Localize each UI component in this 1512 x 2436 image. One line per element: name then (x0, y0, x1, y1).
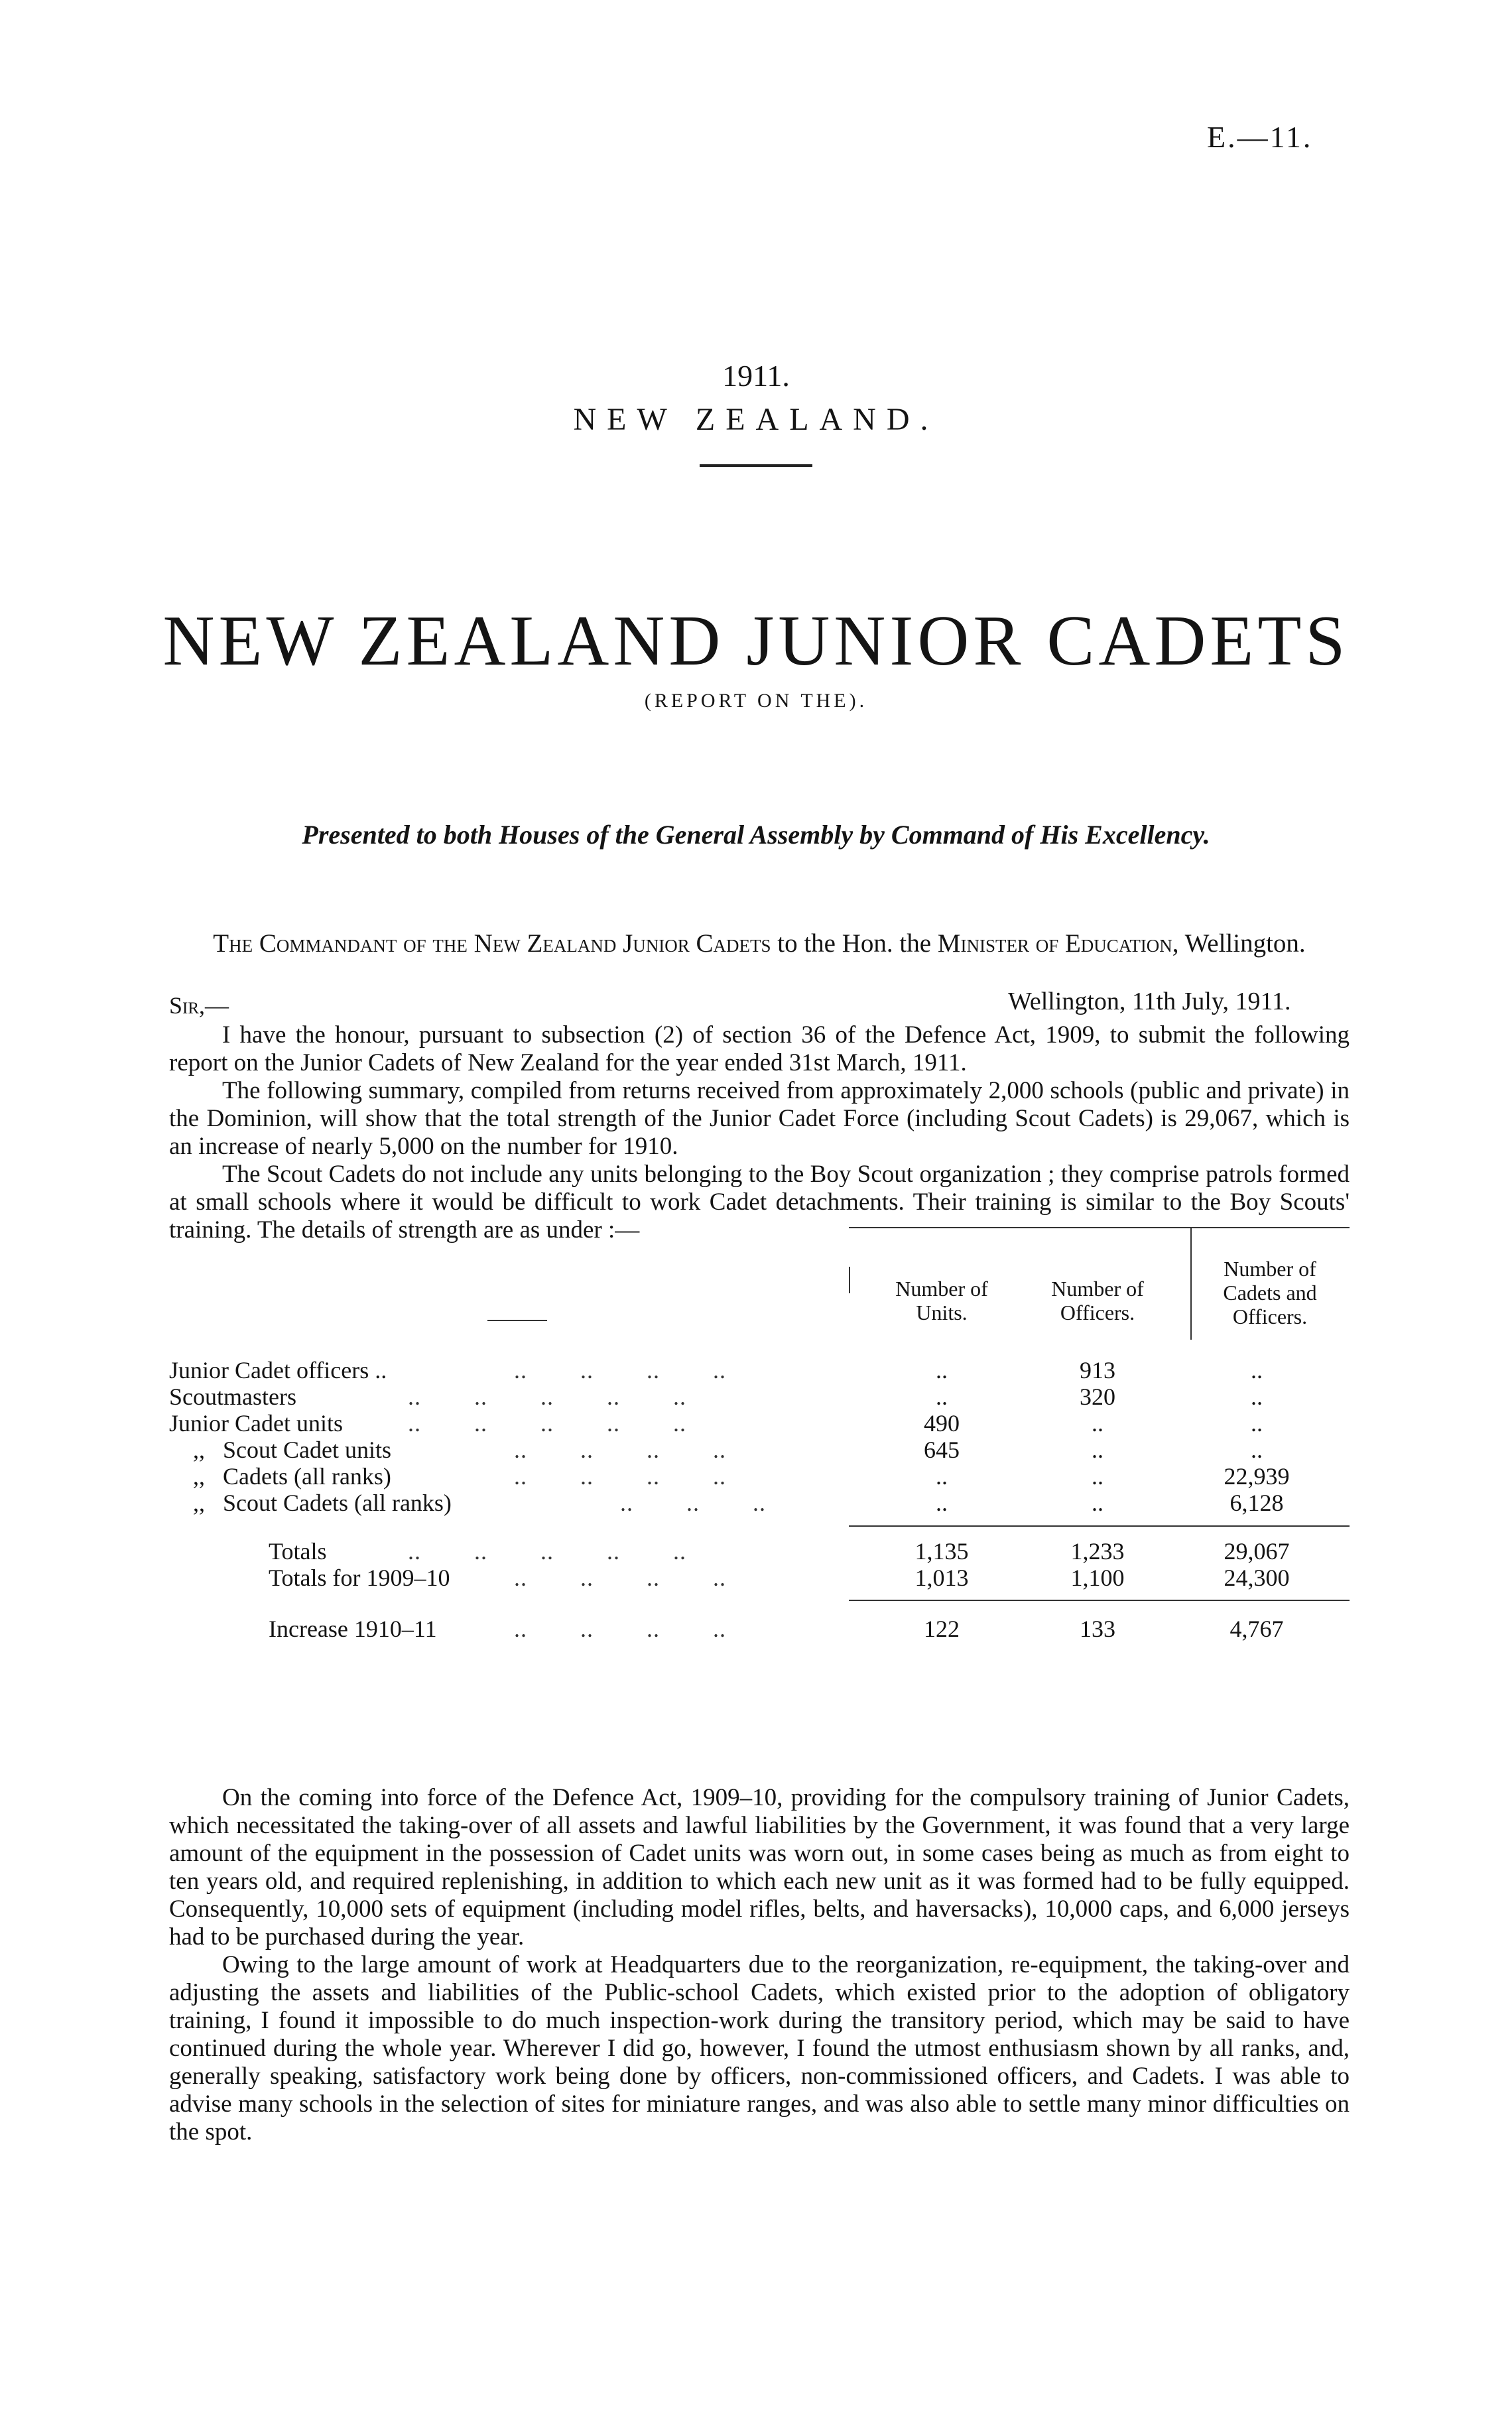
paragraph: The following summary, compiled from returns received from approximately 2,000 schools (public and private) in the Dominion, will show that the total strength of the Junior Cadet Force (including Scout Cadets) is 29,067, which is an increase of nearly 5,000 on the number for 1910. (169, 1077, 1350, 1160)
table-top-rule (849, 1227, 1350, 1228)
cell-officers: 913 (1080, 1357, 1115, 1383)
row-label: Totals (269, 1538, 327, 1565)
totals-row (169, 1537, 1350, 1564)
leader-dots: .. .. .. .. .. (408, 1538, 686, 1565)
closing-body (169, 1784, 1350, 2146)
table-col-rule (1190, 1227, 1192, 1340)
cell-total: .. (1251, 1383, 1263, 1410)
paragraph: Owing to the large amount of work at Headquarters due to the reorganization, re-equipment, the taking-over and adjusting the assets and liabilities of the Public-school Cadets, which existed prior to the adoption of obligatory training, I found it impossible to do much inspection-work during the transitory period, which may be said to have continued during the whole year. Wherever I did go, however, I found the utmost enthusiasm shown by all ranks, and, generally speaking, satisfactory work being done by officers, non-commissioned officers, and Cadets. I was able to advise many schools in the selection of sites for miniature ranges, and was also able to settle many minor difficulties on the spot. (169, 1951, 1350, 2146)
table-row (169, 1409, 1350, 1436)
prev-totals-row (169, 1564, 1350, 1590)
leader-dots: .. .. .. .. .. (408, 1410, 686, 1437)
letter-to: Minister of Education (937, 929, 1172, 958)
cell-total: 22,939 (1224, 1463, 1290, 1490)
cell-units: .. (936, 1357, 948, 1383)
letter-from: The Commandant of the New Zealand Junior Cadets (213, 929, 771, 958)
cell-total: 4,767 (1229, 1616, 1284, 1642)
row-label: Junior Cadet units (169, 1410, 343, 1437)
cell-total: 29,067 (1224, 1538, 1290, 1565)
row-label: ,, Cadets (all ranks) (169, 1463, 391, 1490)
col-header-units: Number of Units. (895, 1277, 988, 1324)
salutation: Sir,— (169, 992, 229, 1019)
paragraph: I have the honour, pursuant to subsection (2) of section 36 of the Defence Act, 1909, to submit the following report on the Junior Cadets of New Zealand for the year ended 31st March, 1911. (169, 1021, 1350, 1076)
leader-dots: .. .. .. .. (514, 1463, 726, 1490)
table-row (169, 1436, 1350, 1462)
leader-dots: .. .. .. .. (514, 1565, 726, 1591)
row-label: Totals for 1909–10 (269, 1565, 450, 1591)
leader-dots: .. .. .. .. (514, 1357, 726, 1383)
letter-body (169, 1021, 1350, 1244)
row-label: Junior Cadet officers .. (169, 1357, 387, 1383)
row-label: Increase 1910–11 (269, 1616, 437, 1642)
cell-officers: .. (1092, 1410, 1103, 1437)
cell-officers: .. (1092, 1463, 1103, 1490)
col-header-total: Number of Cadets and Officers. (1223, 1257, 1317, 1328)
document-title: NEW ZEALAND JUNIOR CADETS (162, 602, 1350, 680)
letter-address (169, 929, 1350, 959)
table-row (169, 1383, 1350, 1409)
cell-officers: 320 (1080, 1383, 1115, 1410)
table-col-rule (849, 1267, 850, 1293)
leader-dots: .. .. .. .. (514, 1437, 726, 1463)
leader-dots: .. .. .. .. .. (408, 1383, 686, 1410)
cell-units: .. (936, 1490, 948, 1516)
cell-total: 24,300 (1224, 1565, 1290, 1591)
cell-officers: .. (1092, 1437, 1103, 1463)
paragraph: The Scout Cadets do not include any units belonging to the Boy Scout organization ; they comprise patrols formed at small schools where it would be difficult to work Cadet detachments. Their training is similar to the Boy Scouts' training. The details of strength are as under :— (169, 1161, 1350, 1244)
table-row (169, 1356, 1350, 1383)
totals-rule (849, 1525, 1350, 1527)
cell-units: .. (936, 1383, 948, 1410)
col-header-officers: Number of Officers. (1051, 1277, 1144, 1324)
paragraph: On the coming into force of the Defence Act, 1909–10, providing for the compulsory training of Junior Cadets, which necessitated the taking-over of all assets and lawful liabilities by the Government, it was found that a very large amount of the equipment in the possession of Cadet units was worn out, in some cases being as much as from eight to ten years old, and required replenishing, in addition to which each new unit as it was formed had to be fully equipped. Consequently, 10,000 sets of equipment (including model rifles, belts, and haversacks), 10,000 caps, and 6,000 jerseys had to be purchased during the year. (169, 1784, 1350, 1951)
cell-officers: .. (1092, 1490, 1103, 1516)
presented-line: Presented to both Houses of the General Assembly by Command of His Excellency. (302, 820, 1210, 850)
cell-total: 6,128 (1229, 1490, 1284, 1516)
cell-total: .. (1251, 1410, 1263, 1437)
year: 1911. (722, 359, 790, 393)
cell-officers: 1,100 (1070, 1565, 1125, 1591)
row-label: Scoutmasters (169, 1383, 296, 1410)
letter-location: , Wellington. (1172, 929, 1306, 958)
leader-dots: .. .. .. .. (514, 1616, 726, 1642)
title-divider (700, 464, 812, 467)
cell-units: 122 (924, 1616, 960, 1642)
row-label: ,, Scout Cadets (all ranks) (169, 1490, 452, 1516)
cell-units: 490 (924, 1410, 960, 1437)
table-row (169, 1489, 1350, 1515)
cell-officers: 133 (1080, 1616, 1115, 1642)
cell-total: .. (1251, 1437, 1263, 1463)
leader-dots: .. .. .. (620, 1490, 766, 1516)
table-row (169, 1462, 1350, 1489)
page-reference: E.—11. (1207, 120, 1313, 154)
dateline: Wellington, 11th July, 1911. (1008, 988, 1291, 1015)
cell-units: 1,013 (914, 1565, 969, 1591)
letter-to-connector: to the Hon. the (771, 929, 938, 958)
stub-head-dash (487, 1320, 547, 1321)
document-subtitle: (REPORT ON THE). (644, 690, 868, 712)
cell-units: 1,135 (914, 1538, 969, 1565)
cell-officers: 1,233 (1070, 1538, 1125, 1565)
country-heading: NEW ZEALAND. (573, 402, 939, 437)
increase-rule (849, 1600, 1350, 1601)
cell-units: .. (936, 1463, 948, 1490)
increase-row (169, 1615, 1350, 1641)
strength-table (169, 1220, 1350, 1738)
cell-total: .. (1251, 1357, 1263, 1383)
cell-units: 645 (924, 1437, 960, 1463)
row-label: ,, Scout Cadet units (169, 1437, 391, 1463)
